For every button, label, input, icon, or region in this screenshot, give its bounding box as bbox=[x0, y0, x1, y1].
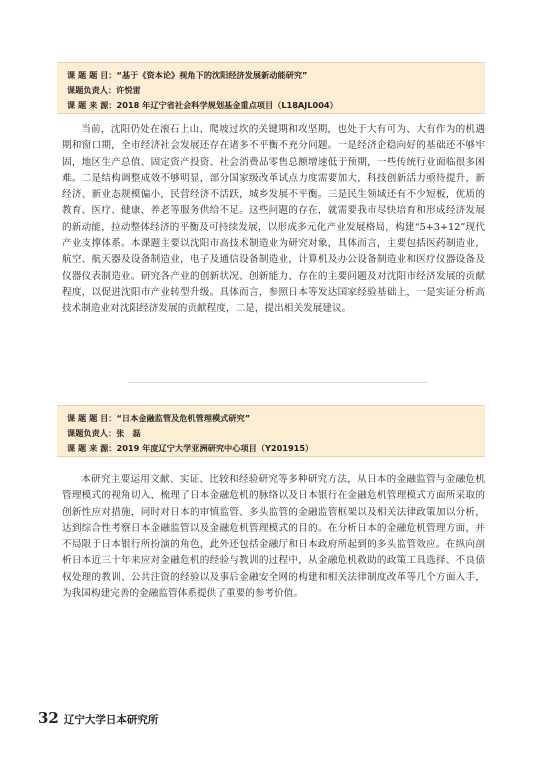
project-1-title: “基于《资本论》视角下的沈阳经济发展新动能研究” bbox=[116, 70, 308, 80]
project-1-body: 当前，沈阳仍处在滚石上山、爬坡过坎的关键期和攻坚期，也处于大有可为、大有作为的机遇期和窗口期，全市经济社会发展还存在诸多不平衡不充分问题。一是经济企稳向好的基础还不够牢固，地区生产总值、固定资产投资、社会消费品零售总额增速低于预期，一些传统行业面临很多困难。二是结构调整成效不够明显，部分国家级改革试点力度需要加大，科技创新活力亟待提升，新经济、新业态规模偏小，民营经济不活跃，城乡发展不平衡。三是民生领域还有不少短板，优质的教育、医疗、健康、养老等服务供给不足。这些问题的存在，就需要我市尽快培育和形成经济发展的新动能，拉动整体经济的平衡及可持续发展，以形成多元化产业发展格局，构建“5+3+12”现代产业支撑体系。本课题主要以沈阳市高技术制造业为研究对象，具体而言，主要包括医药制造业，航空、航天器及设备制造业，电子及通信设备制造业，计算机及办公设备制造业和医疗仪器设备及仪器仪表制造业。研究各产业的创新状况、创新能力、存在的主要问题及对沈阳市经济发展的贡献程度，以促进沈阳市产业转型升级。具体而言，参照日本等发达国家经验基础上，一是实证分析高技术制造业对沈阳经济发展的贡献程度，二是，提出相关发展建议。 bbox=[62, 124, 485, 315]
project-1-leader-line bbox=[67, 83, 475, 98]
page-number: 32 bbox=[38, 709, 59, 727]
project-1-title-line bbox=[67, 68, 475, 83]
project-1-title-label: 课 题 题 目： bbox=[67, 70, 117, 80]
project-2-leader-line bbox=[67, 426, 475, 441]
footer-title: 辽宁大学日本研究所 bbox=[63, 714, 159, 726]
project-2-source: 2019 年度辽宁大学亚洲研究中心项目（Y201915） bbox=[116, 443, 314, 453]
project-2-title-line bbox=[67, 411, 475, 426]
project-2-source-label: 课 题 来 源： bbox=[67, 443, 117, 453]
project-1-leader-label: 课题负责人： bbox=[67, 85, 117, 95]
project-1-leader: 许悦雷 bbox=[116, 85, 141, 95]
project-2-body: 本研究主要运用文献、实证、比较和经验研究等多种研究方法，从日本的金融监管与金融危机管理模式的视角切入，梳理了日本金融危机的脉络以及日本银行在金融危机管理模式方面所采取的创新性应对措施，同时对日本的审慎监管、多头监管的金融监管框架以及相关法律政策加以分析，达到综合性考察日本金融监管以及金融危机管理模式的目的。在分析日本的金融危机管理方面，并不局限于日本银行所扮演的角色，此外还包括金融厅和日本政府所起到的多头监管效应。在纵向剖析日本近三十年来应对金融危机的经验与教训的过程中，从金融危机救助的政策工具选择、不良债权处理的教训、公共注资的经验以及事后金融安全网的构建和相关法律制度改革等几个方面入手，为我国构建完善的金融监管体系提供了重要的参考价值。 bbox=[62, 474, 485, 600]
project-2-info-box bbox=[57, 405, 485, 457]
project-2-leader: 张 磊 bbox=[116, 428, 141, 438]
project-2-leader-label: 课题负责人： bbox=[67, 428, 117, 438]
project-2-title: “日本金融监管及危机管理模式研究” bbox=[116, 413, 251, 423]
project-2-source-line bbox=[67, 441, 475, 456]
project-2-title-label: 课 题 题 目： bbox=[67, 413, 117, 423]
project-1-source-line bbox=[67, 98, 475, 113]
page-footer bbox=[38, 708, 158, 727]
project-1-source: 2018 年辽宁省社会科学规划基金重点项目（L18AJL004） bbox=[116, 100, 338, 110]
project-1-info-box bbox=[57, 62, 485, 114]
section-divider bbox=[128, 382, 428, 383]
project-1-source-label: 课 题 来 源： bbox=[67, 100, 117, 110]
